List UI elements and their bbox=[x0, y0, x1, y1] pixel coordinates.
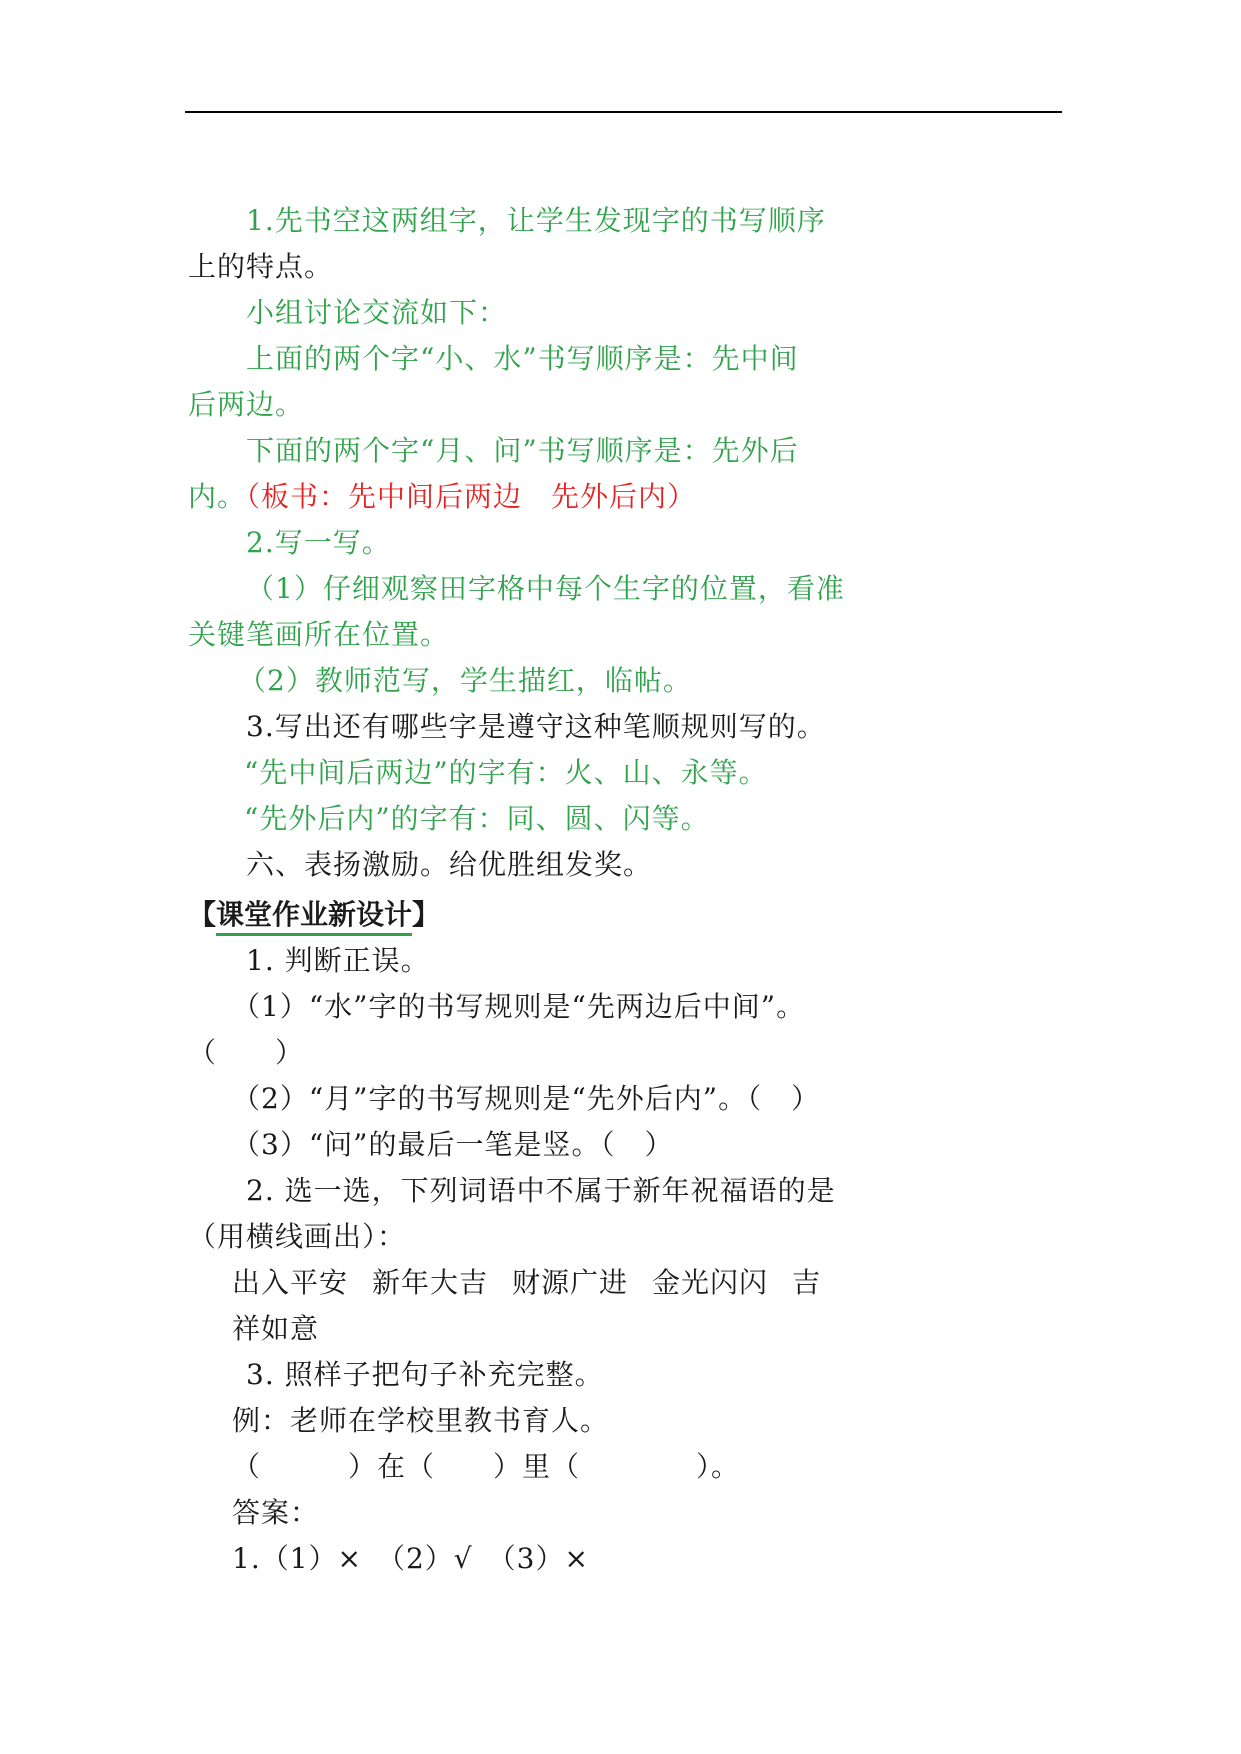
question-1-2: （2）“月”字的书写规则是“先外后内”。（ ） bbox=[232, 1082, 821, 1115]
answers-label: 答案： bbox=[232, 1496, 320, 1529]
question-1-3: （3）“问”的最后一笔是竖。（ ） bbox=[232, 1128, 674, 1161]
rule-middle-first: “先中间后两边”的字有：火、山、永等。 bbox=[244, 756, 768, 789]
top-chars-line2: 后两边。 bbox=[188, 388, 305, 421]
header-rule bbox=[185, 111, 1062, 113]
option-1: 出入平安 bbox=[232, 1266, 349, 1299]
option-3: 财源广进 bbox=[512, 1266, 629, 1299]
section-6: 六、表扬激励。给优胜组发奖。 bbox=[246, 848, 653, 881]
heading-bracket-open: 【 bbox=[188, 898, 217, 931]
question-2-options bbox=[188, 1260, 848, 1306]
lesson-item-2-1-line2: 关键笔画所在位置。 bbox=[188, 618, 450, 651]
document-body bbox=[188, 198, 848, 1582]
bottom-chars-line2 bbox=[188, 474, 848, 520]
question-3: 3. 照样子把句子补充完整。 bbox=[246, 1358, 604, 1391]
top-chars-line1: 上面的两个字“小、水”书写顺序是：先中间 bbox=[246, 342, 799, 375]
answers-q1: 1.（1）× （2）√ （3）× bbox=[232, 1542, 589, 1575]
lesson-item-2-2: （2）教师范写，学生描红，临帖。 bbox=[238, 664, 692, 697]
question-3-blank: （ ）在（ ）里（ ）。 bbox=[232, 1450, 741, 1483]
question-1: 1. 判断正误。 bbox=[246, 944, 430, 977]
question-2-line2: （用横线画出）： bbox=[188, 1220, 407, 1253]
lesson-item-1-cont: 上的特点。 bbox=[188, 250, 334, 283]
question-3-example: 例：老师在学校里教书育人。 bbox=[232, 1404, 610, 1437]
option-4: 金光闪闪 bbox=[652, 1266, 769, 1299]
question-1-1-blank: （ ） bbox=[188, 1036, 305, 1069]
heading-bracket-close: 】 bbox=[412, 898, 441, 931]
question-2-options-cont: 祥如意 bbox=[232, 1312, 320, 1345]
lesson-item-1: 1.先书空这两组字，让学生发现字的书写顺序 bbox=[246, 204, 826, 237]
lesson-item-2-1-line1: （1）仔细观察田字格中每个生字的位置，看准 bbox=[246, 572, 845, 605]
blackboard-note: （板书：先中间后两边 先外后内） bbox=[246, 480, 697, 513]
discussion-label: 小组讨论交流如下： bbox=[246, 296, 508, 329]
question-1-1: （1）“水”字的书写规则是“先两边后中间”。 bbox=[232, 990, 806, 1023]
bottom-chars-line1: 下面的两个字“月、问”书写顺序是：先外后 bbox=[246, 434, 799, 467]
option-2: 新年大吉 bbox=[372, 1266, 489, 1299]
lesson-item-3: 3.写出还有哪些字是遵守这种笔顺规则写的。 bbox=[246, 710, 826, 743]
lesson-item-2: 2.写一写。 bbox=[246, 526, 391, 559]
heading-title: 课堂作业新设计 bbox=[216, 898, 412, 936]
bottom-chars-end: 内。 bbox=[188, 480, 247, 513]
homework-heading bbox=[188, 892, 848, 938]
rule-outside-first: “先外后内”的字有：同、圆、闪等。 bbox=[244, 802, 710, 835]
option-5-start: 吉 bbox=[792, 1266, 822, 1299]
question-2-line1: 2. 选一选，下列词语中不属于新年祝福语的是 bbox=[246, 1174, 836, 1207]
